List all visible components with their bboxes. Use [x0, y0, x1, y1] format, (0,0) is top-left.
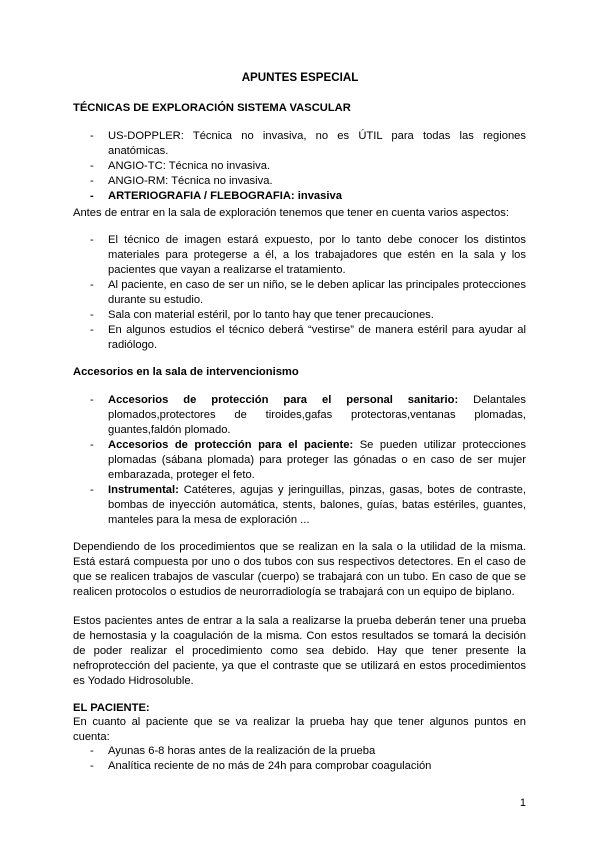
- aspects-list: [73, 233, 526, 353]
- item-label: Instrumental:: [108, 484, 179, 496]
- item-label: Accesorios de protección para el paciente:: [108, 439, 354, 451]
- document-title: APUNTES ESPECIAL: [241, 71, 359, 84]
- paciente-intro: En cuanto al paciente que se va realizar la prueba hay que tener algunos puntos en cuenta:: [73, 716, 526, 743]
- section-heading-paciente: EL PACIENTE:: [73, 702, 150, 714]
- item-text: Delantales plomados,protectores de tiroides,gafas protectoras,ventanas plomadas, guantes,faldón plomado.: [108, 394, 526, 436]
- list-item: [73, 438, 526, 483]
- item-label: Accesorios de protección para el personal sanitario:: [108, 394, 459, 406]
- list-item: - El técnico de imagen estará expuesto, por lo tanto debe conocer los distintos materiales para protegerse a él, a los trabajadores que estén en la sala y los pacientes que vayan a realizarse el tratamiento.: [73, 233, 526, 278]
- techniques-list: [73, 129, 526, 204]
- section-heading-accesorios: Accesorios en la sala de intervencionismo: [73, 366, 299, 378]
- section-heading-vascular: TÉCNICAS DE EXPLORACIÓN SISTEMA VASCULAR: [73, 102, 351, 114]
- list-item: - Sala con material estéril, por lo tanto hay que tener precauciones.: [73, 308, 526, 323]
- list-item: - Analítica reciente de no más de 24h para comprobar coagulación: [73, 759, 526, 774]
- list-item: - US-DOPPLER: Técnica no invasiva, no es ÚTIL para todas las regiones anatómicas.: [73, 129, 526, 159]
- list-item: - Al paciente, en caso de ser un niño, se le deben aplicar las principales protecciones durante su estudio.: [73, 278, 526, 308]
- list-item: [73, 483, 526, 528]
- list-item: - Ayunas 6-8 horas antes de la realización de la prueba: [73, 744, 526, 759]
- list-item: - ANGIO-RM: Técnica no invasiva.: [73, 174, 526, 189]
- item-text: Se pueden utilizar protecciones plomadas (sábana plomada) para proteger las gónadas o en caso de ser mujer embarazada, proteger el feto.: [108, 439, 526, 481]
- page-number: 1: [519, 797, 526, 809]
- list-item: - ARTERIOGRAFIA / FLEBOGRAFIA: invasiva: [73, 189, 526, 204]
- accessories-list: [73, 393, 526, 528]
- paragraph-hemostasia: Estos pacientes antes de entrar a la sala a realizarse la prueba deberán tener una prueba de hemostasia y la coagulación de la misma. Con estos resultados se tomará la decisión de poder realizar el procedimiento como sea debido. Hay que tener presente la nefroprotección del paciente, ya que el contraste que se utilizará en estos procedimientos es Yodado Hidrosoluble.: [73, 615, 526, 687]
- item-text: Catéteres, agujas y jeringuillas, pinzas, gasas, botes de contraste, bombas de inyección automática, stents, balones, guías, batas estériles, guantes, manteles para la mesa de exploración ...: [108, 484, 526, 526]
- list-item: - En algunos estudios el técnico deberá “vestirse” de manera estéril para ayudar al radiólogo.: [73, 323, 526, 353]
- aspects-intro: Antes de entrar en la sala de exploración tenemos que tener en cuenta varios aspectos:: [73, 207, 509, 219]
- paciente-points-list: [73, 744, 526, 774]
- list-item: [73, 393, 526, 438]
- paragraph-procedures: Dependiendo de los procedimientos que se realizan en la sala o la utilidad de la misma. Está estará compuesta por uno o dos tubos con sus respectivos detectores. En el caso de que se realicen trabajos de vascular (cuerpo) se trabajará con un tubo. En caso de que se realicen protocolos o estudios de neurorradiología se trabajará con un equipo de biplano.: [73, 541, 526, 598]
- list-item: - ANGIO-TC: Técnica no invasiva.: [73, 159, 526, 174]
